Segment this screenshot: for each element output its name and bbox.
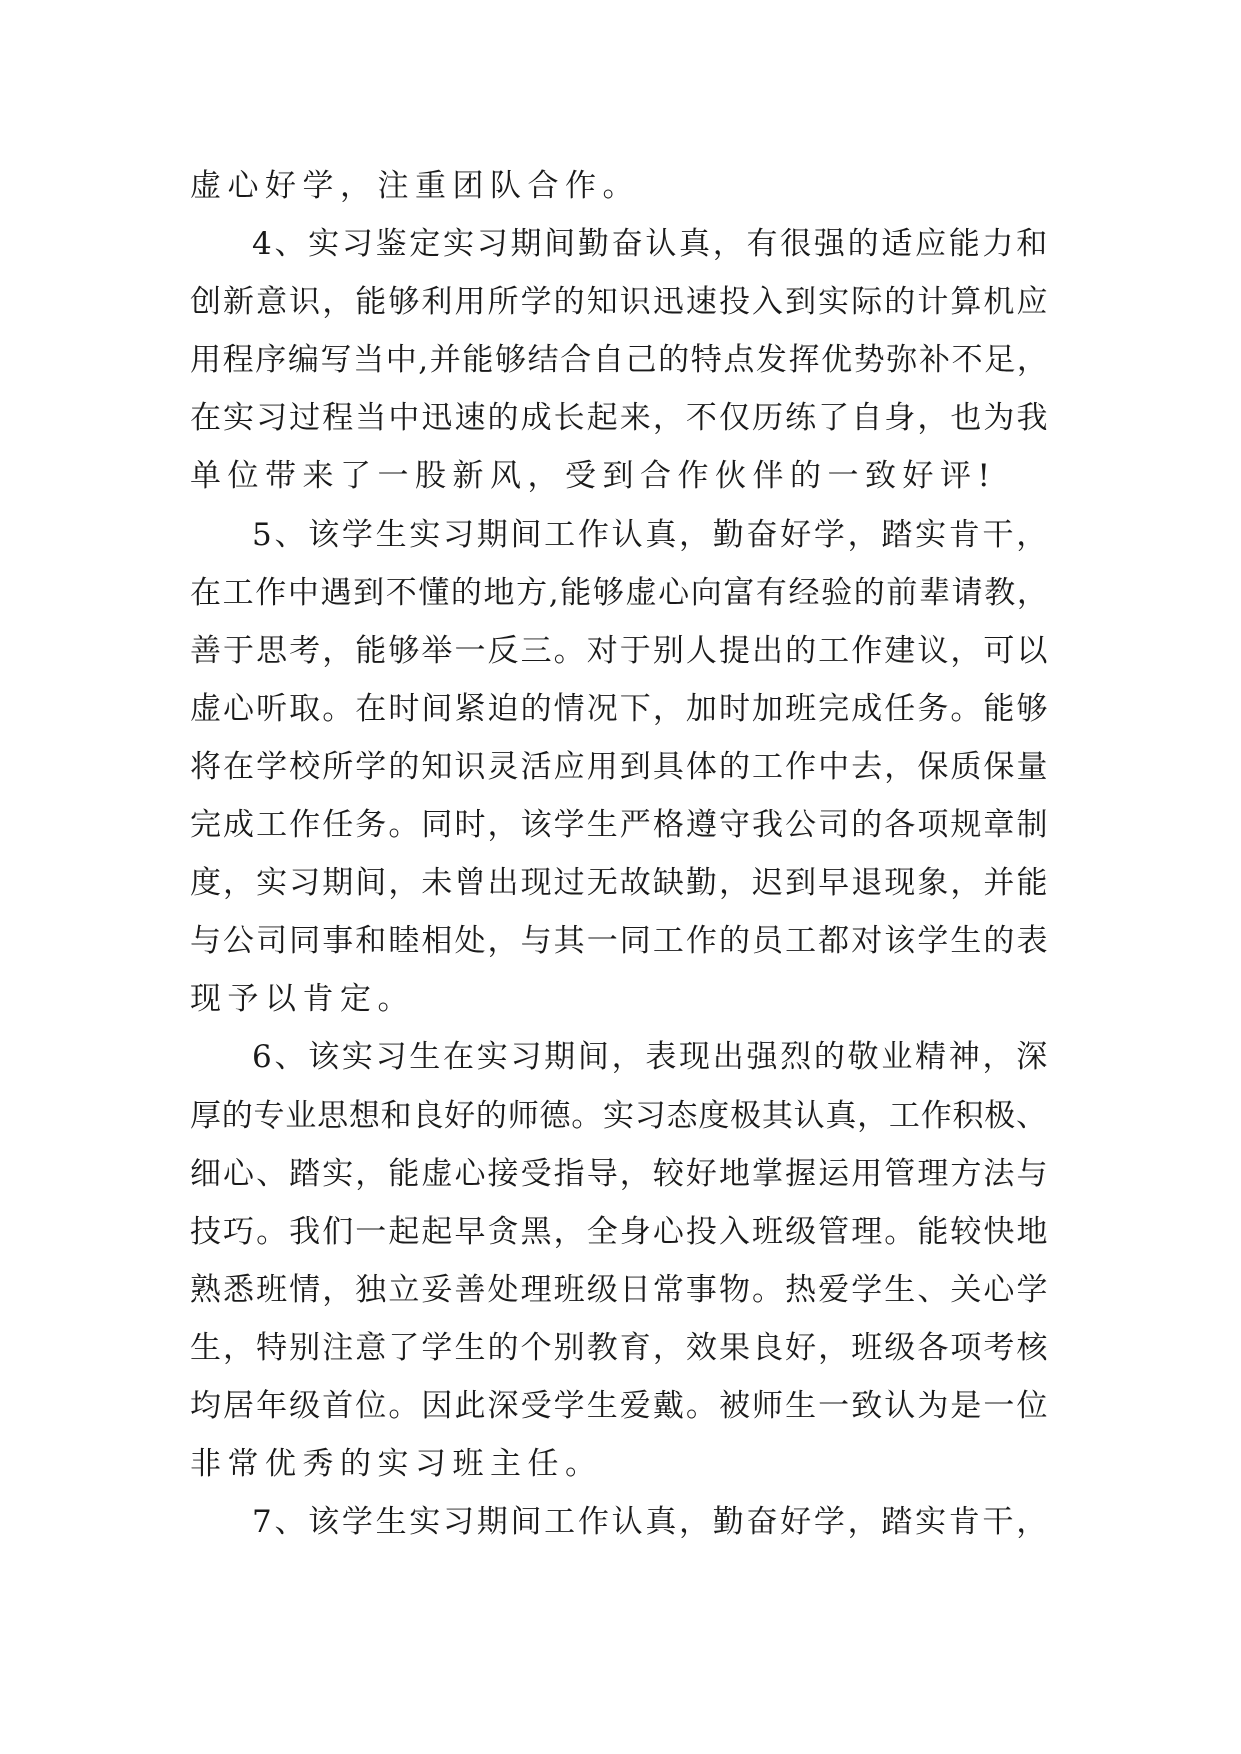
paragraph-first-line: 6、该实习生在实习期间，表现出强烈的敬业精神，深 (252, 1039, 1050, 1076)
text-line: 现予以肯定。 (190, 981, 415, 1018)
text-line: 与公司同事和睦相处，与其一同工作的员工都对该学生的表 (190, 923, 1050, 960)
text-line: 完成工作任务。同时，该学生严格遵守我公司的各项规章制 (190, 807, 1050, 844)
text-line: 生，特别注意了学生的个别教育，效果良好，班级各项考核 (190, 1329, 1050, 1366)
text-line: 将在学校所学的知识灵活应用到具体的工作中去，保质保量 (190, 748, 1050, 785)
paragraph-first-line: 7、该学生实习期间工作认真，勤奋好学，踏实肯干， (252, 1504, 1050, 1541)
text-line: 度，实习期间，未曾出现过无故缺勤，迟到早退现象，并能 (190, 865, 1050, 902)
text-line: 虚心好学，注重团队合作。 (190, 168, 640, 204)
text-line: 细心、踏实，能虚心接受指导，较好地掌握运用管理方法与 (190, 1155, 1050, 1192)
text-line: 单位带来了一股新风，受到合作伙伴的一致好评! (190, 458, 997, 495)
text-line: 厚的专业思想和良好的师德。实习态度极其认真，工作积极、 (190, 1097, 1048, 1134)
text-line: 技巧。我们一起起早贪黑，全身心投入班级管理。能较快地 (190, 1213, 1050, 1250)
text-line: 熟悉班情，独立妥善处理班级日常事物。热爱学生、关心学 (190, 1271, 1050, 1308)
text-line: 非常优秀的实习班主任。 (190, 1446, 603, 1483)
paragraph-first-line: 4、实习鉴定实习期间勤奋认真，有很强的适应能力和 (252, 226, 1050, 263)
text-line: 在工作中遇到不懂的地方,能够虚心向富有经验的前辈请教， (190, 574, 1050, 611)
paragraph-first-line: 5、该学生实习期间工作认真，勤奋好学，踏实肯干， (252, 516, 1050, 553)
text-line: 均居年级首位。因此深受学生爱戴。被师生一致认为是一位 (190, 1387, 1050, 1424)
text-line: 用程序编写当中,并能够结合自己的特点发挥优势弥补不足， (190, 342, 1050, 379)
text-line: 虚心听取。在时间紧迫的情况下，加时加班完成任务。能够 (190, 690, 1050, 727)
document-body (190, 157, 1054, 1551)
text-line: 在实习过程当中迅速的成长起来，不仅历练了自身，也为我 (190, 400, 1050, 437)
text-line: 善于思考，能够举一反三。对于别人提出的工作建议，可以 (190, 632, 1050, 669)
text-line: 创新意识，能够利用所学的知识迅速投入到实际的计算机应 (190, 284, 1050, 321)
